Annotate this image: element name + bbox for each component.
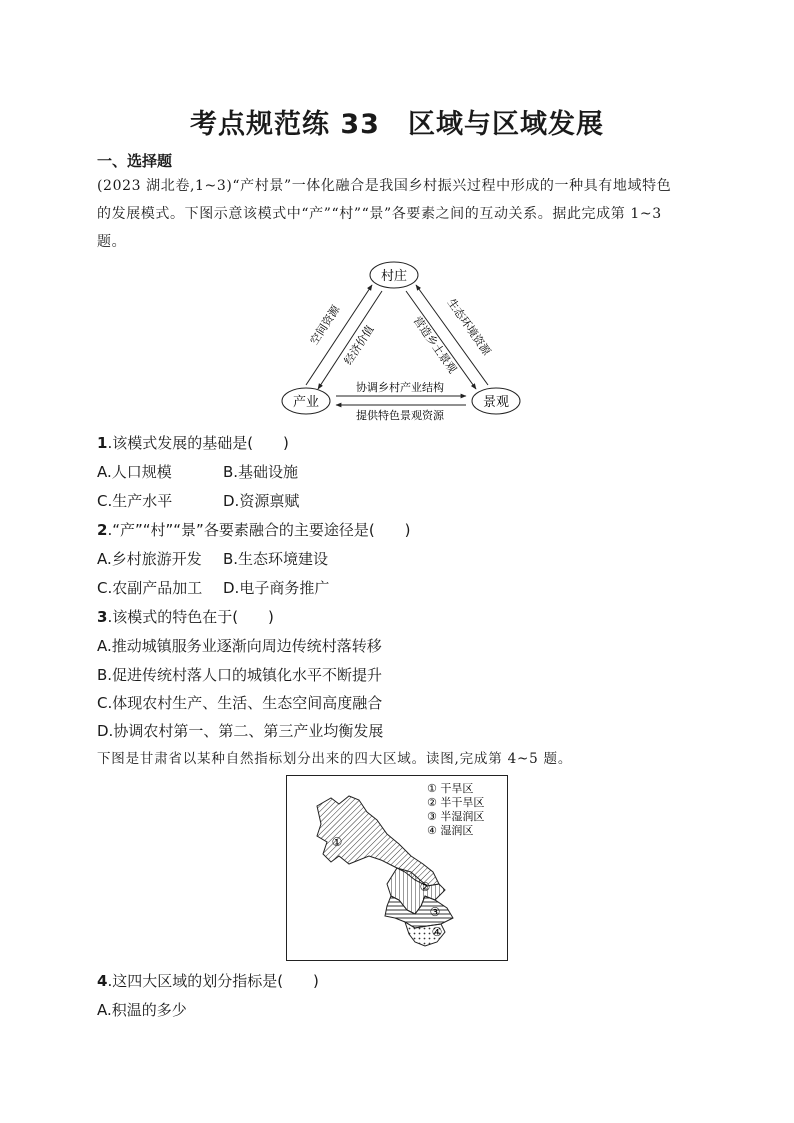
edge-bottom-bottom-label: 提供特色景观资源 xyxy=(356,409,444,422)
edge-left-inner-label: 经济价值 xyxy=(341,323,377,368)
region-label-3: ③ xyxy=(429,905,441,919)
question-3-number: 3 xyxy=(97,608,108,626)
gansu-region-map xyxy=(287,776,507,960)
intro-line-2: 的发展模式。下图示意该模式中“产”“村”“景”各要素之间的互动关系。据此完成第 1~3 xyxy=(97,206,662,222)
intro-line-3: 题。 xyxy=(97,234,127,250)
question-1-option-c[interactable]: C.生产水平 xyxy=(97,492,173,510)
node-right-label: 景观 xyxy=(482,395,510,410)
question-1-option-a[interactable]: A.人口规模 xyxy=(97,463,172,481)
edge-right-inner-label: 营造乡土景观 xyxy=(410,314,460,376)
question-2-stem: 2.“产”“村”“景”各要素融合的主要途径是( ) xyxy=(97,521,411,539)
question-4-option-a[interactable]: A.积温的多少 xyxy=(97,1001,187,1019)
question-1-number: 1 xyxy=(97,434,108,452)
question-3-option-c[interactable]: C.体现农村生产、生活、生态空间高度融合 xyxy=(97,694,383,712)
question-2-number: 2 xyxy=(97,521,108,539)
question-1-option-d[interactable]: D.资源禀赋 xyxy=(223,492,300,510)
question-2-options-row-1 xyxy=(97,548,328,569)
question-2-option-d[interactable]: D.电子商务推广 xyxy=(223,579,330,597)
question-3-stem: 3.该模式的特色在于( ) xyxy=(97,608,274,626)
edge-left-outer-label: 空间资源 xyxy=(307,303,343,348)
title-sub: 区域与区域发展 xyxy=(407,109,604,140)
section-heading: 一、选择题 xyxy=(97,152,173,170)
question-1-options-row-1 xyxy=(97,461,298,482)
page-title xyxy=(0,102,794,141)
node-left-label: 产业 xyxy=(292,395,320,410)
legend-item-4: ④ 湿润区 xyxy=(427,824,474,837)
question-2-option-a[interactable]: A.乡村旅游开发 xyxy=(97,550,202,568)
title-main: 考点规范练 33 xyxy=(190,109,380,140)
question-2-option-c[interactable]: C.农副产品加工 xyxy=(97,579,203,597)
edge-left-inner-arrow xyxy=(318,291,382,389)
intro-line-1: (2023 湖北卷,1~3)“产村景”一体化融合是我国乡村振兴过程中形成的一种具有地域特色 xyxy=(97,178,672,194)
region-label-1: ① xyxy=(331,835,343,849)
legend-item-1: ① 干旱区 xyxy=(427,782,474,795)
question-1-option-b[interactable]: B.基础设施 xyxy=(223,463,299,481)
edge-right-inner-arrow xyxy=(406,291,476,389)
question-2-option-b[interactable]: B.生态环境建设 xyxy=(223,550,329,568)
intro-paragraph-2: 下图是甘肃省以某种自然指标划分出来的四大区域。读图,完成第 4~5 题。 xyxy=(97,751,573,767)
question-4-number: 4 xyxy=(97,972,108,990)
region-label-4: ④ xyxy=(431,925,443,939)
question-3-option-b[interactable]: B.促进传统村落人口的城镇化水平不断提升 xyxy=(97,666,383,684)
legend-item-2: ② 半干旱区 xyxy=(427,796,485,809)
region-label-2: ② xyxy=(419,880,431,894)
legend-item-3: ③ 半湿润区 xyxy=(427,810,485,823)
question-1-stem: 1.该模式发展的基础是( ) xyxy=(97,434,289,452)
question-3-option-d[interactable]: D.协调农村第一、第二、第三产业均衡发展 xyxy=(97,722,384,740)
edge-right-outer-label: 生态环境资源 xyxy=(444,296,494,358)
question-4-stem: 4.这四大区域的划分指标是( ) xyxy=(97,972,319,990)
question-1-options-row-2 xyxy=(97,490,299,511)
intro-paragraph-1 xyxy=(97,172,697,256)
edge-bottom-top-label: 协调乡村产业结构 xyxy=(356,381,444,394)
question-3-option-a[interactable]: A.推动城镇服务业逐渐向周边传统村落转移 xyxy=(97,637,382,655)
gansu-map-frame xyxy=(286,775,508,961)
node-top-label: 村庄 xyxy=(380,269,408,284)
relationship-diagram xyxy=(270,255,530,425)
question-2-options-row-2 xyxy=(97,577,329,598)
